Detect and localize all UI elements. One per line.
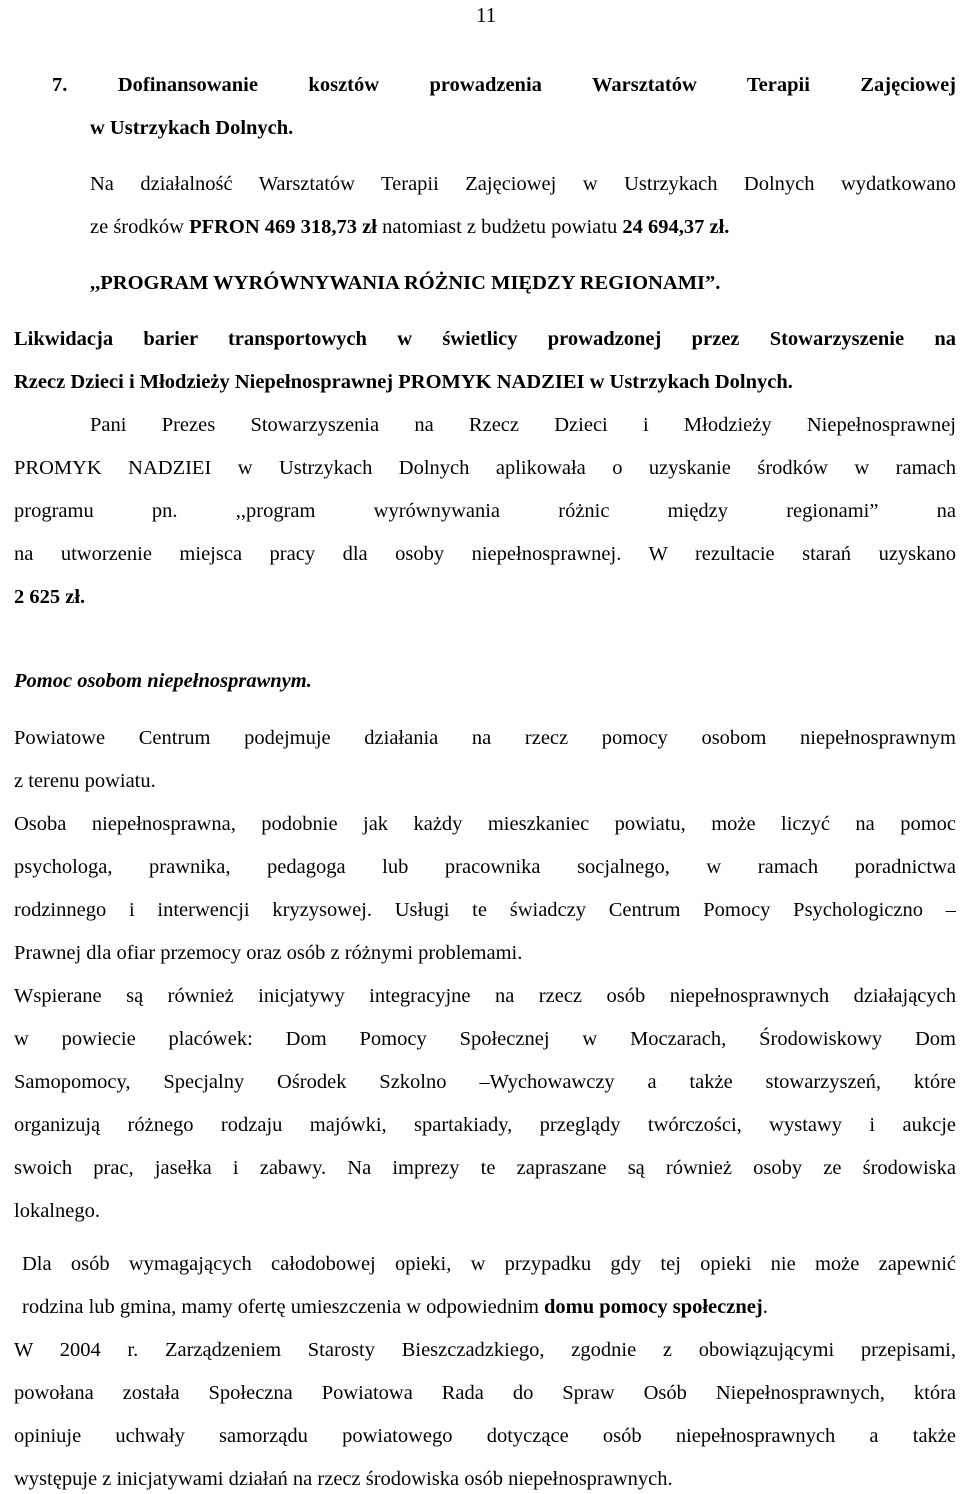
program-body-line-1: Pani Prezes Stowarzyszenia na Rzecz Dzieci i Młodzieży Niepełnosprawnej: [90, 414, 956, 436]
program-body-line-4: na utworzenie miejsca pracy dla osoby niepełnosprawnej. W rezultacie starań uzyskano: [14, 543, 956, 565]
pomoc-p4-text: rodzina lub gmina, mamy ofertę umieszczenia w odpowiednim: [22, 1296, 545, 1318]
page-number: 11: [476, 3, 497, 27]
pomoc-p3-line-5: swoich prac, jasełka i zabawy. Na imprezy te zapraszane są również osoby ze środowiska: [14, 1157, 956, 1179]
pomoc-p2-line-3: rodzinnego i interwencji kryzysowej. Usługi te świadczy Centrum Pomocy Psychologiczno –: [14, 899, 956, 921]
pomoc-p3-line-4: organizują różnego rodzaju majówki, spartakiady, przeglądy twórczości, wystawy i aukcje: [14, 1114, 956, 1136]
pomoc-p3-line-1: Wspierane są również inicjatywy integracyjne na rzecz osób niepełnosprawnych działających: [14, 985, 956, 1007]
program-subtitle-line-1: Likwidacja barier transportowych w świetlicy prowadzonej przez Stowarzyszenie na: [14, 328, 956, 350]
program-subtitle-line-2: Rzecz Dzieci i Młodzieży Niepełnosprawnej PROMYK NADZIEI w Ustrzykach Dolnych.: [14, 371, 793, 393]
pomoc-p2-line-2: psychologa, prawnika, pedagoga lub pracownika socjalnego, w ramach poradnictwa: [14, 856, 956, 878]
pomoc-p1-line-1: Powiatowe Centrum podejmuje działania na rzecz pomocy osobom niepełnosprawnym: [14, 727, 956, 749]
section-7-body-text: natomiast z budżetu powiatu: [376, 216, 623, 238]
pfron-amount: PFRON 469 318,73 zł: [189, 216, 377, 238]
pomoc-p3-line-6: lokalnego.: [14, 1200, 100, 1222]
budget-amount: 24 694,37 zł.: [622, 216, 730, 238]
dom-pomocy-spolecznej: domu pomocy społecznej: [544, 1296, 763, 1318]
pomoc-p1-line-2: z terenu powiatu.: [14, 770, 156, 792]
section-7-body-line-1: Na działalność Warsztatów Terapii Zajęciowej w Ustrzykach Dolnych wydatkowano: [90, 173, 956, 195]
pomoc-heading: Pomoc osobom niepełnosprawnym.: [14, 670, 312, 692]
pomoc-p4-text: .: [762, 1296, 768, 1318]
pomoc-p3-line-2: w powiecie placówek: Dom Pomocy Społecznej w Moczarach, Środowiskowy Dom: [14, 1028, 956, 1050]
section-7-heading-line-2: w Ustrzykach Dolnych.: [90, 117, 294, 139]
program-title: ,,PROGRAM WYRÓWNYWANIA RÓŻNIC MIĘDZY REGIONAMI”.: [90, 272, 721, 294]
pomoc-p3-line-3: Samopomocy, Specjalny Ośrodek Szkolno –Wychowawczy a także stowarzyszeń, które: [14, 1071, 956, 1093]
program-amount: 2 625 zł.: [14, 586, 86, 608]
section-7-heading-line-1: 7. Dofinansowanie kosztów prowadzenia Warsztatów Terapii Zajęciowej: [52, 74, 956, 96]
pomoc-p2-line-4: Prawnej dla ofiar przemocy oraz osób z różnymi problemami.: [14, 942, 523, 964]
section-7-body-text: ze środków: [90, 216, 190, 238]
pomoc-p2-line-1: Osoba niepełnosprawna, podobnie jak każdy mieszkaniec powiatu, może liczyć na pomoc: [14, 813, 956, 835]
section-7-body-line-2: [90, 214, 729, 240]
pomoc-p5-line-3: opiniuje uchwały samorządu powiatowego dotyczące osób niepełnosprawnych a także: [14, 1425, 956, 1447]
pomoc-p5-line-4: występuje z inicjatywami działań na rzecz środowiska osób niepełnosprawnych.: [14, 1468, 673, 1490]
pomoc-p4-line-2: [22, 1294, 768, 1320]
pomoc-p5-line-1: W 2004 r. Zarządzeniem Starosty Bieszczadzkiego, zgodnie z obowiązującymi przepisami,: [14, 1339, 956, 1361]
pomoc-p4-line-1: Dla osób wymagających całodobowej opieki, w przypadku gdy tej opieki nie może zapewnić: [22, 1253, 956, 1275]
program-body-line-2: PROMYK NADZIEI w Ustrzykach Dolnych aplikowała o uzyskanie środków w ramach: [14, 457, 956, 479]
pomoc-p5-line-2: powołana została Społeczna Powiatowa Rada do Spraw Osób Niepełnosprawnych, która: [14, 1382, 956, 1404]
program-body-line-3: programu pn. ,,program wyrównywania różnic między regionami” na: [14, 500, 956, 522]
